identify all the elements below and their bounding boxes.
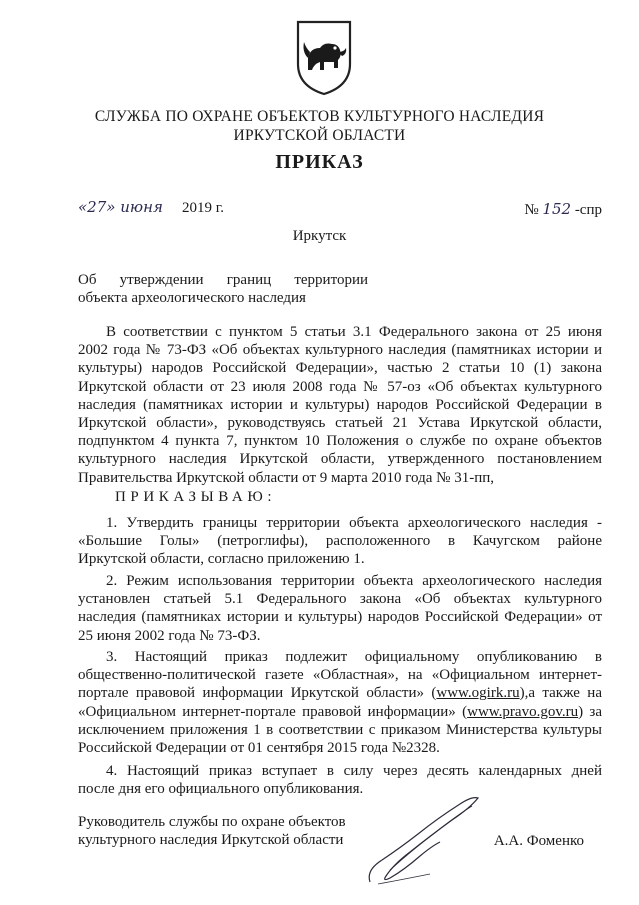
item-line: Российской Федерации от 01 сентября 2015 года №2328. bbox=[78, 740, 440, 757]
document-subject bbox=[78, 271, 368, 307]
item-text: ) за bbox=[578, 703, 602, 720]
preamble-line: культуры) народов Российской Федерации», частью 2 статьи 10 (1) закона bbox=[78, 360, 602, 377]
item-line: 1. Утвердить границы территории объекта археологического наследия - bbox=[106, 515, 602, 531]
document-number bbox=[524, 200, 602, 219]
item-line bbox=[78, 703, 602, 721]
coat-of-arms-emblem bbox=[294, 18, 354, 96]
item-line: после дня его официального опубликования. bbox=[78, 781, 364, 798]
item-line: наследия (памятниках истории и культуры) народов Российской Федерации» от bbox=[78, 609, 602, 626]
preamble-line: Правительства Иркутской области от 9 марта 2010 года № 31-пп, bbox=[78, 469, 494, 486]
subject-line2: объекта археологического наследия bbox=[78, 290, 306, 306]
position-line2: культурного наследия Иркутской области bbox=[78, 832, 344, 848]
position-line1: Руководитель службы по охране объектов bbox=[78, 814, 346, 830]
signatory-name: А.А. Фоменко bbox=[493, 833, 584, 849]
item-line: исключением приложения 1 в соответствии с приказом Министерства культуры bbox=[78, 721, 602, 738]
item-line: 4. Настоящий приказ вступает в силу через десять календарных дней bbox=[106, 763, 602, 779]
item-line: установлен статьей 5.1 Федерального закона «Об объектах культурного bbox=[78, 591, 602, 608]
item-line: «Большие Голы» (петроглифы), расположенного в Качугском районе bbox=[78, 533, 602, 550]
preamble-line: В соответствии с пунктом 5 статьи 3.1 Федерального закона от 25 июня bbox=[106, 324, 602, 340]
number-prefix: № bbox=[524, 202, 539, 218]
item-4-paragraph bbox=[78, 762, 602, 798]
pravo-link[interactable]: www.pravo.gov.ru bbox=[467, 703, 579, 720]
item-text: ),а также на bbox=[519, 685, 602, 702]
item-line: 2. Режим использования территории объекта археологического наследия bbox=[106, 573, 602, 589]
ogirk-link[interactable]: www.ogirk.ru bbox=[436, 685, 520, 702]
date-year: 2019 г. bbox=[182, 200, 224, 216]
item-line bbox=[78, 684, 602, 702]
preamble-line: Иркутской области», руководствуясь статьей 21 Устава Иркутской области, bbox=[78, 415, 602, 432]
item-line: Иркутской области, согласно приложению 1. bbox=[78, 551, 365, 568]
organization-name-line1: СЛУЖБА ПО ОХРАНЕ ОБЪЕКТОВ КУЛЬТУРНОГО НАСЛЕДИЯ bbox=[94, 108, 545, 125]
city-name: Иркутск bbox=[292, 228, 347, 244]
preamble-paragraph bbox=[78, 323, 602, 487]
subject-line1: Об утверждении границ территории bbox=[78, 272, 368, 288]
preamble-line: культурного наследия Иркутской области, утвержденного постановлением bbox=[78, 451, 602, 468]
order-word: ПРИКАЗЫВАЮ: bbox=[115, 489, 277, 505]
handwritten-signature bbox=[360, 790, 490, 890]
handwritten-number: 152 bbox=[542, 200, 572, 218]
item-text: «Официальном интернет-портале правовой информации» ( bbox=[78, 703, 468, 720]
item-line: 3. Настоящий приказ подлежит официальному опубликованию в bbox=[106, 649, 602, 665]
item-text: портале правовой информации Иркутской области» ( bbox=[78, 685, 437, 702]
preamble-line: 2002 года № 73-ФЗ «Об объектах культурного наследия (памятниках истории и bbox=[78, 342, 602, 359]
number-suffix: -спр bbox=[574, 202, 602, 218]
document-title: ПРИКАЗ bbox=[275, 151, 364, 173]
preamble-line: подпунктом 4 пункта 7, пунктом 10 Положения о службе по охране объектов bbox=[78, 433, 602, 450]
handwritten-date: «27» июня bbox=[78, 198, 163, 216]
preamble-line: наследия (памятниках истории и культуры) народов Российской Федерации в bbox=[78, 396, 602, 413]
signatory-position bbox=[78, 813, 368, 849]
date-number-row bbox=[78, 200, 602, 222]
item-line: общественно-политической газете «Областная», на «Официальном интернет- bbox=[78, 667, 602, 684]
item-3-paragraph bbox=[78, 648, 602, 757]
item-line: 25 июня 2002 года № 73-ФЗ. bbox=[78, 627, 261, 644]
item-2-paragraph bbox=[78, 572, 602, 645]
preamble-line: Иркутской области от 23 июля 2008 года № 57-оз «Об объектах культурного bbox=[78, 378, 602, 395]
item-1-paragraph bbox=[78, 514, 602, 569]
organization-name-line2: ИРКУТСКОЙ ОБЛАСТИ bbox=[233, 127, 406, 144]
